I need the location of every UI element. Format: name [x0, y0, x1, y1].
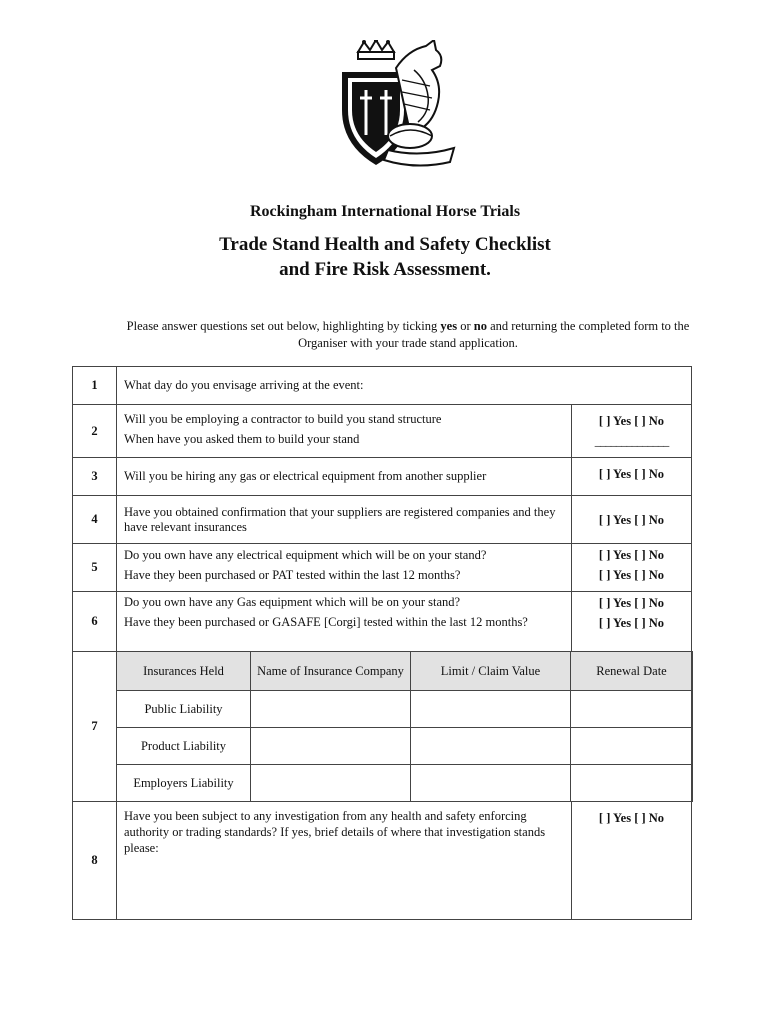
row-number: 6 [73, 592, 117, 652]
yes-no-checkbox[interactable]: [ ] Yes [ ] No [598, 811, 665, 825]
table-row [73, 652, 692, 802]
instructions-text-2: or [457, 319, 474, 333]
row-number: 1 [73, 367, 117, 405]
question-line: Will you be hiring any gas or electrical equipment from another supplier [124, 469, 487, 483]
instructions [118, 318, 698, 352]
insurance-row [117, 765, 693, 802]
instructions-yes: yes [440, 319, 458, 333]
question-line: Will you be employing a contractor to build you stand structure [124, 412, 442, 426]
renewal-date-field[interactable] [571, 728, 693, 765]
crown-icon [358, 40, 394, 59]
insurance-header: Name of Insurance Company [251, 652, 411, 691]
row-number: 3 [73, 458, 117, 496]
row-number: 5 [73, 544, 117, 592]
yes-no-answer[interactable] [571, 496, 691, 544]
insurance-header: Limit / Claim Value [411, 652, 571, 691]
yes-no-checkbox[interactable]: [ ] Yes [ ] No [598, 512, 665, 527]
insurance-company-field[interactable] [251, 765, 411, 802]
organisation-logo [330, 40, 460, 170]
question-text [117, 367, 692, 405]
insurance-type: Product Liability [117, 728, 251, 765]
insurance-type: Employers Liability [117, 765, 251, 802]
table-row [73, 544, 692, 592]
question-text [117, 544, 572, 592]
renewal-date-field[interactable] [571, 691, 693, 728]
table-row [73, 458, 692, 496]
table-row [73, 802, 692, 920]
instructions-no: no [473, 319, 487, 333]
question-text [117, 592, 572, 652]
yes-no-checkbox[interactable]: [ ] Yes [ ] No [598, 467, 665, 481]
question-line: What day do you envisage arriving at the event: [124, 378, 364, 392]
yes-no-checkbox[interactable]: [ ] Yes [ ] No [598, 596, 665, 610]
insurance-type: Public Liability [117, 691, 251, 728]
insurance-header: Renewal Date [571, 652, 693, 691]
question-line: Do you own have any electrical equipment which will be on your stand? [124, 548, 487, 562]
question-text [117, 405, 572, 458]
question-line: Have you obtained confirmation that your suppliers are registered companies and they have relevant insurances [124, 504, 556, 534]
renewal-date-field[interactable] [571, 765, 693, 802]
yes-no-checkbox[interactable]: [ ] Yes [ ] No [598, 568, 665, 582]
question-text [117, 496, 572, 544]
title-line-2: and Fire Risk Assessment. [279, 259, 491, 280]
page-title [0, 232, 770, 282]
insurance-row [117, 728, 693, 765]
yes-no-checkbox[interactable]: [ ] Yes [ ] No [598, 414, 665, 428]
limit-field[interactable] [411, 691, 571, 728]
yes-no-answer[interactable] [571, 405, 691, 458]
insurance-header: Insurances Held [117, 652, 251, 691]
insurance-section [117, 652, 692, 802]
table-row [73, 496, 692, 544]
limit-field[interactable] [411, 765, 571, 802]
insurance-company-field[interactable] [251, 728, 411, 765]
question-text [117, 802, 572, 920]
yes-no-answer[interactable] [571, 458, 691, 496]
checklist-table [72, 366, 692, 920]
insurance-company-field[interactable] [251, 691, 411, 728]
row-number: 2 [73, 405, 117, 458]
limit-field[interactable] [411, 728, 571, 765]
yes-no-checkbox[interactable]: [ ] Yes [ ] No [598, 548, 665, 562]
question-line: Have they been purchased or GASAFE [Corgi] tested within the last 12 months? [124, 615, 528, 629]
instructions-text-3: and returning the completed form to the Organiser with your trade stand application. [298, 319, 690, 350]
yes-no-checkbox[interactable]: [ ] Yes [ ] No [598, 616, 665, 630]
row-number: 4 [73, 496, 117, 544]
organisation-name: Rockingham International Horse Trials [249, 203, 521, 220]
insurance-row [117, 691, 693, 728]
yes-no-answer[interactable] [571, 802, 691, 920]
question-text [117, 458, 572, 496]
insurance-table [116, 651, 693, 802]
yes-no-answer[interactable] [571, 592, 691, 652]
insurance-header-row [117, 652, 693, 691]
yes-no-answer[interactable] [571, 544, 691, 592]
question-line: Have you been subject to any investigation from any health and safety enforcing authority or trading standards? If yes, brief details of where that investigation stands please: [124, 809, 546, 855]
table-row [73, 405, 692, 458]
answer-line[interactable]: ______________ [594, 434, 669, 448]
instructions-text-1: Please answer questions set out below, highlighting by ticking [126, 319, 441, 333]
table-row [73, 592, 692, 652]
question-line: Have they been purchased or PAT tested within the last 12 months? [124, 568, 461, 582]
row-number: 7 [73, 652, 117, 802]
title-line-1: Trade Stand Health and Safety Checklist [219, 234, 551, 255]
question-line: Do you own have any Gas equipment which will be on your stand? [124, 595, 461, 609]
row-number: 8 [73, 802, 117, 920]
table-row [73, 367, 692, 405]
question-line: When have you asked them to build your stand [124, 432, 360, 446]
